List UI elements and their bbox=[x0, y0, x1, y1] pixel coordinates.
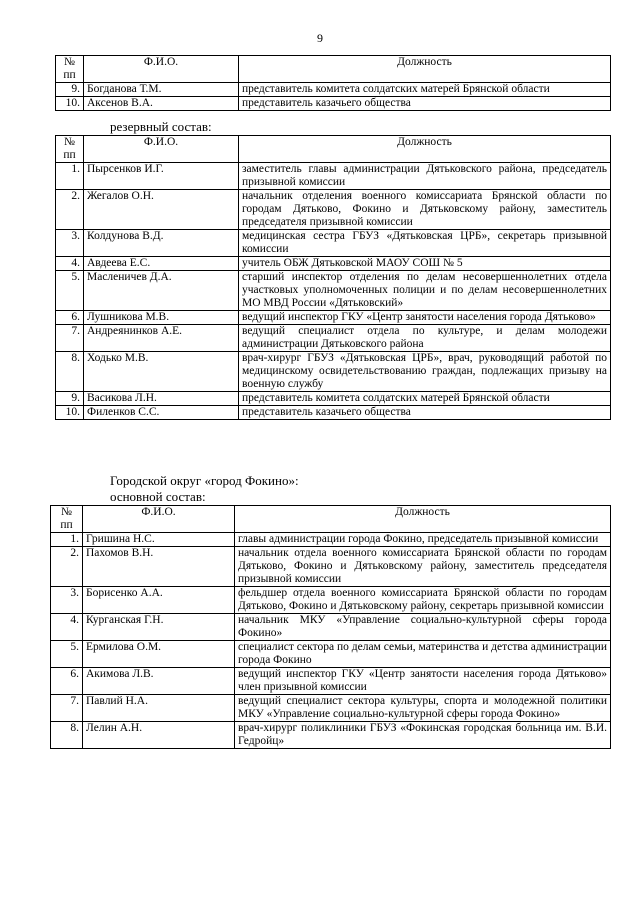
cell-name: Жегалов О.Н. bbox=[84, 190, 239, 230]
cell-position: учитель ОБЖ Дятьковской МАОУ СОШ № 5 bbox=[239, 257, 611, 271]
cell-num: 9. bbox=[56, 83, 84, 97]
header-name: Ф.И.О. bbox=[84, 136, 239, 163]
cell-name: Лелин А.Н. bbox=[83, 722, 235, 749]
cell-num: 4. bbox=[56, 257, 84, 271]
table-row bbox=[51, 587, 611, 614]
cell-num: 9. bbox=[56, 392, 84, 406]
table-row bbox=[56, 257, 611, 271]
page-number: 9 bbox=[317, 31, 323, 45]
cell-num: 5. bbox=[56, 271, 84, 311]
cell-position: представитель комитета солдатских матерей Брянской области bbox=[239, 392, 611, 406]
table-row bbox=[51, 614, 611, 641]
cell-name: Авдеева Е.С. bbox=[84, 257, 239, 271]
table-row bbox=[56, 392, 611, 406]
cell-position: ведущий специалист отдела по культуре, и делам молодежи администрации Дятьковского района bbox=[239, 325, 611, 352]
header-name: Ф.И.О. bbox=[83, 506, 235, 533]
cell-num: 3. bbox=[51, 587, 83, 614]
table-row bbox=[51, 641, 611, 668]
members-table-1 bbox=[55, 55, 611, 111]
cell-position: начальник отделения военного комиссариата Брянской области по городам Дятьково, Фокино и Дятьковскому району, заместитель председателя призывной комиссии bbox=[239, 190, 611, 230]
cell-num: 1. bbox=[51, 533, 83, 547]
header-position: Должность bbox=[239, 56, 611, 83]
cell-name: Гришина Н.С. bbox=[83, 533, 235, 547]
cell-num: 7. bbox=[56, 325, 84, 352]
reserve-heading: резервный состав: bbox=[110, 119, 212, 134]
table-row bbox=[51, 668, 611, 695]
table-row bbox=[56, 352, 611, 392]
cell-position: представитель комитета солдатских матерей Брянской области bbox=[239, 83, 611, 97]
cell-name: Филенков С.С. bbox=[84, 406, 239, 420]
table-row bbox=[56, 311, 611, 325]
table-row bbox=[56, 406, 611, 420]
cell-position: начальник МКУ «Управление социально-культурной сферы города Фокино» bbox=[235, 614, 611, 641]
cell-position: представитель казачьего общества bbox=[239, 406, 611, 420]
table-row bbox=[56, 271, 611, 311]
members-table-3 bbox=[50, 505, 611, 749]
district-heading: Городской округ «город Фокино»: bbox=[110, 473, 299, 488]
cell-position: медицинская сестра ГБУЗ «Дятьковская ЦРБ», секретарь призывной комиссии bbox=[239, 230, 611, 257]
cell-position: представитель казачьего общества bbox=[239, 97, 611, 111]
cell-name: Васикова Л.Н. bbox=[84, 392, 239, 406]
cell-name: Лушникова М.В. bbox=[84, 311, 239, 325]
cell-name: Аксенов В.А. bbox=[84, 97, 239, 111]
cell-name: Пахомов В.Н. bbox=[83, 547, 235, 587]
header-num: № пп bbox=[56, 56, 84, 83]
cell-name: Ермилова О.М. bbox=[83, 641, 235, 668]
table-row bbox=[51, 547, 611, 587]
header-name: Ф.И.О. bbox=[84, 56, 239, 83]
cell-num: 4. bbox=[51, 614, 83, 641]
cell-position: заместитель главы администрации Дятьковского района, председатель призывной комиссии bbox=[239, 163, 611, 190]
cell-name: Пырсенков И.Г. bbox=[84, 163, 239, 190]
main-heading: основной состав: bbox=[110, 489, 206, 504]
cell-num: 5. bbox=[51, 641, 83, 668]
cell-num: 2. bbox=[51, 547, 83, 587]
table-row bbox=[56, 325, 611, 352]
cell-num: 10. bbox=[56, 406, 84, 420]
cell-position: ведущий специалист сектора культуры, спорта и молодежной политики МКУ «Управление социально-культурной сферы города Фокино» bbox=[235, 695, 611, 722]
table-header-row bbox=[51, 506, 611, 533]
cell-name: Павлий Н.А. bbox=[83, 695, 235, 722]
cell-num: 8. bbox=[51, 722, 83, 749]
cell-num: 1. bbox=[56, 163, 84, 190]
cell-num: 3. bbox=[56, 230, 84, 257]
cell-name: Курганская Г.Н. bbox=[83, 614, 235, 641]
cell-name: Масленичев Д.А. bbox=[84, 271, 239, 311]
cell-name: Ходько М.В. bbox=[84, 352, 239, 392]
cell-name: Акимова Л.В. bbox=[83, 668, 235, 695]
cell-name: Богданова Т.М. bbox=[84, 83, 239, 97]
table-row bbox=[51, 533, 611, 547]
cell-position: начальник отдела военного комиссариата Брянской области по городам Дятьково, Фокино и Дятьковскому району, заместитель председателя призывной комиссии bbox=[235, 547, 611, 587]
cell-position: врач-хирург ГБУЗ «Дятьковская ЦРБ», врач, руководящий работой по медицинскому освидетельствованию граждан, подлежащих призыву на военную службу bbox=[239, 352, 611, 392]
header-position: Должность bbox=[235, 506, 611, 533]
table-row bbox=[51, 695, 611, 722]
table-row bbox=[56, 97, 611, 111]
cell-position: ведущий инспектор ГКУ «Центр занятости населения города Дятьково» член призывной комиссии bbox=[235, 668, 611, 695]
cell-position: фельдшер отдела военного комиссариата Брянской области по городам Дятьково, Фокино и Дятьковскому району, секретарь призывной комиссии bbox=[235, 587, 611, 614]
cell-name: Колдунова В.Д. bbox=[84, 230, 239, 257]
cell-position: главы администрации города Фокино, председатель призывной комиссии bbox=[235, 533, 611, 547]
cell-num: 8. bbox=[56, 352, 84, 392]
cell-name: Андреянинков А.Е. bbox=[84, 325, 239, 352]
table-row bbox=[56, 163, 611, 190]
cell-name: Борисенко А.А. bbox=[83, 587, 235, 614]
table-row bbox=[56, 83, 611, 97]
cell-num: 2. bbox=[56, 190, 84, 230]
members-table-2 bbox=[55, 135, 611, 420]
cell-position: врач-хирург поликлиники ГБУЗ «Фокинская городская больница им. В.И. Гедройц» bbox=[235, 722, 611, 749]
cell-num: 6. bbox=[56, 311, 84, 325]
table-row bbox=[51, 722, 611, 749]
cell-num: 6. bbox=[51, 668, 83, 695]
cell-position: специалист сектора по делам семьи, материнства и детства администрации города Фокино bbox=[235, 641, 611, 668]
header-num: № пп bbox=[51, 506, 83, 533]
header-num: № пп bbox=[56, 136, 84, 163]
cell-num: 7. bbox=[51, 695, 83, 722]
header-position: Должность bbox=[239, 136, 611, 163]
cell-num: 10. bbox=[56, 97, 84, 111]
table-header-row bbox=[56, 56, 611, 83]
cell-position: старший инспектор отделения по делам несовершеннолетних отдела участковых уполномоченных полиции и по делам несовершеннолетних МО МВД России «Дятьковский» bbox=[239, 271, 611, 311]
table-row bbox=[56, 230, 611, 257]
table-row bbox=[56, 190, 611, 230]
cell-position: ведущий инспектор ГКУ «Центр занятости населения города Дятьково» bbox=[239, 311, 611, 325]
table-header-row bbox=[56, 136, 611, 163]
